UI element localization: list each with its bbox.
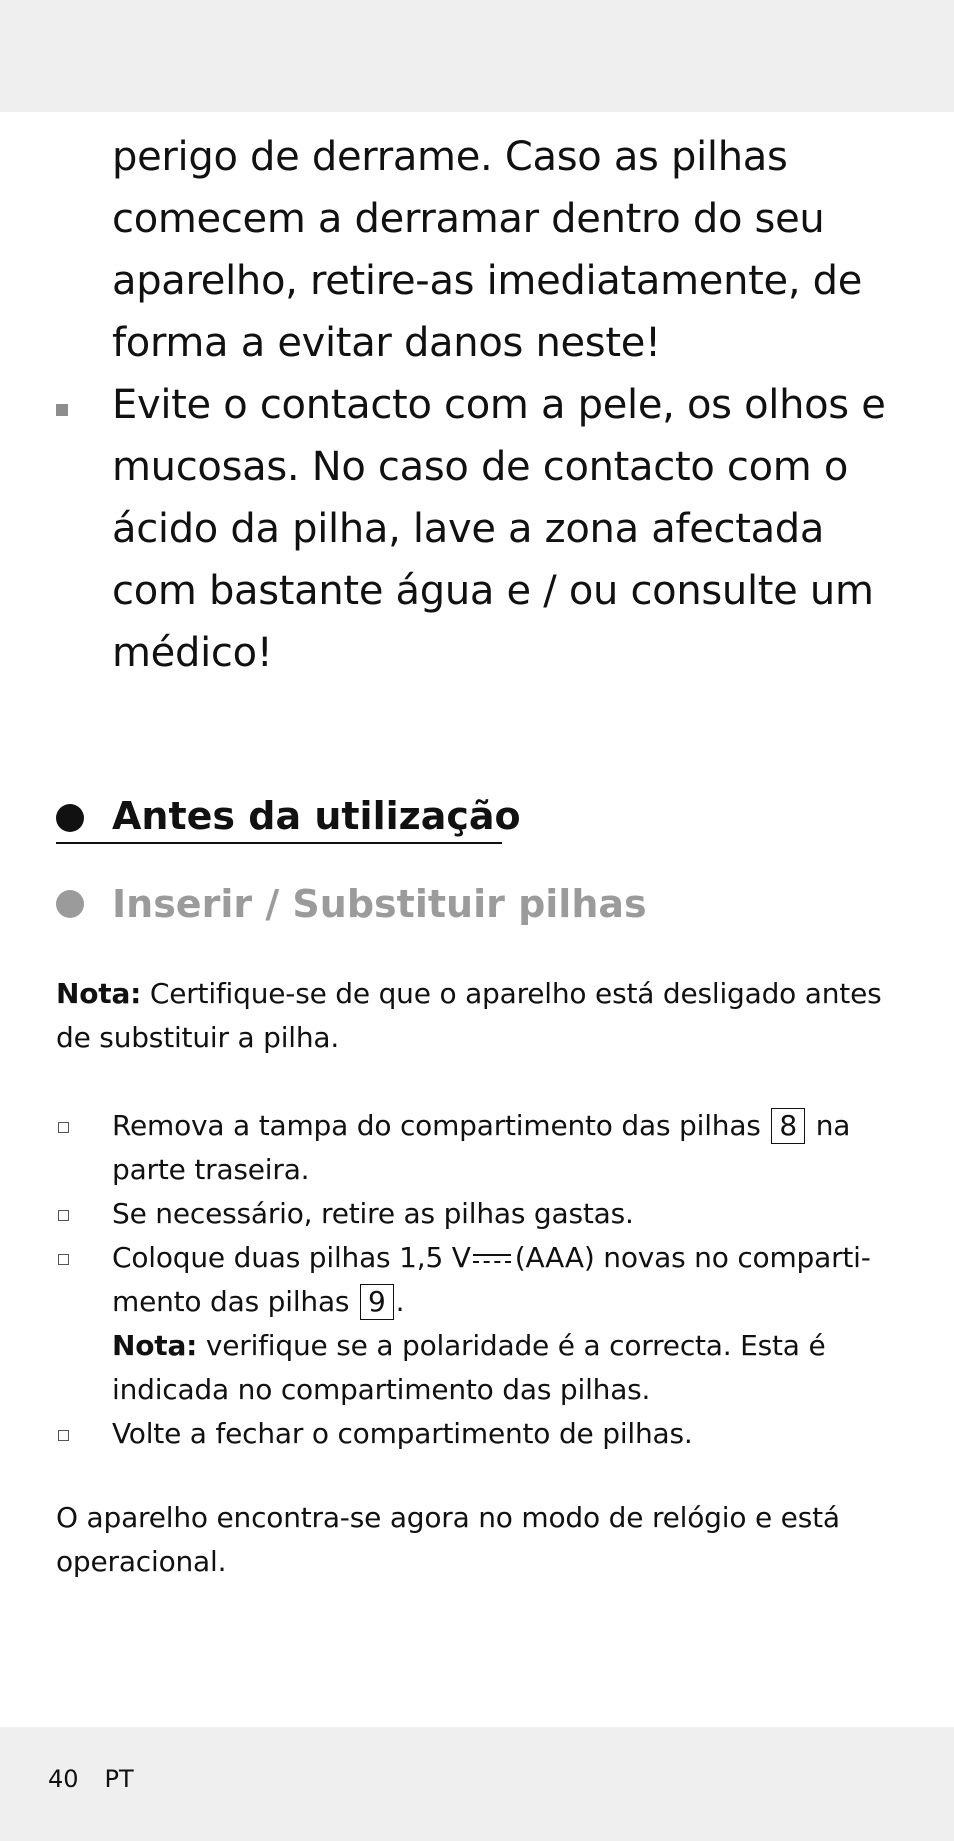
subsection-heading — [56, 880, 756, 930]
checkbox-bullet-icon — [58, 1254, 69, 1265]
text-line: Evite o contacto com a pele, os olhos e — [112, 382, 886, 428]
step-text: Volte a fechar o compartimento de pilhas. — [112, 1417, 693, 1450]
step-text: Remova a tampa do compartimento das pilhas — [112, 1109, 761, 1142]
note-text: indicada no compartimento das pilhas. — [112, 1373, 651, 1406]
step-text: Coloque duas pilhas 1,5 V — [112, 1241, 471, 1274]
text-line: comecem a derramar dentro do seu — [112, 196, 825, 242]
continuation-paragraph — [112, 126, 912, 374]
closing-paragraph — [56, 1496, 916, 1584]
list-item — [56, 1412, 936, 1456]
text-line: aparelho, retire-as imediatamente, de — [112, 258, 863, 304]
reference-number: 8 — [771, 1108, 805, 1144]
checkbox-bullet-icon — [58, 1122, 69, 1133]
checkbox-bullet-icon — [58, 1430, 69, 1441]
note-text: de substituir a pilha. — [56, 1021, 340, 1054]
text-line: operacional. — [56, 1545, 227, 1578]
list-item — [56, 1236, 936, 1412]
filled-circle-icon — [56, 804, 84, 832]
note-label: Nota: — [56, 977, 142, 1010]
footer-band — [0, 1727, 954, 1841]
note-label: Nota: — [112, 1329, 198, 1362]
list-item — [56, 1192, 936, 1236]
subsection-heading-text: Inserir / Substituir pilhas — [112, 882, 647, 926]
reference-number: 9 — [360, 1284, 394, 1320]
note-paragraph — [56, 972, 916, 1060]
square-bullet-icon — [56, 404, 68, 416]
heading-underline — [56, 842, 502, 844]
note-text: verifique se a polaridade é a correcta. Esta é — [197, 1329, 826, 1362]
step-text: na — [815, 1109, 851, 1142]
page-footer — [48, 1762, 134, 1796]
list-item — [56, 1104, 936, 1192]
text-line: forma a evitar danos neste! — [112, 320, 661, 366]
language-code: PT — [104, 1765, 134, 1793]
step-text: Se necessário, retire as pilhas gastas. — [112, 1197, 634, 1230]
section-heading-text: Antes da utilização — [112, 794, 521, 838]
text-line: perigo de derrame. Caso as pilhas — [112, 134, 788, 180]
step-text: (AAA) novas no comparti- — [514, 1241, 871, 1274]
note-text: Certifique-se de que o aparelho está desligado antes — [141, 977, 882, 1010]
text-line: médico! — [112, 630, 273, 676]
step-text: parte traseira. — [112, 1153, 310, 1186]
step-text: . — [395, 1285, 405, 1318]
section-heading — [56, 792, 521, 846]
steps-list — [56, 1104, 936, 1456]
checkbox-bullet-icon — [58, 1210, 69, 1221]
step-text: mento das pilhas — [112, 1285, 350, 1318]
text-line: mucosas. No caso de contacto com o — [112, 444, 849, 490]
text-line: ácido da pilha, lave a zona afectada — [112, 506, 825, 552]
header-band — [0, 0, 954, 112]
dc-symbol-icon — [473, 1248, 511, 1270]
grey-circle-icon — [56, 890, 84, 918]
text-line: com bastante água e / ou consulte um — [112, 568, 874, 614]
page-number: 40 — [48, 1765, 79, 1793]
text-line: O aparelho encontra-se agora no modo de relógio e está — [56, 1501, 840, 1534]
